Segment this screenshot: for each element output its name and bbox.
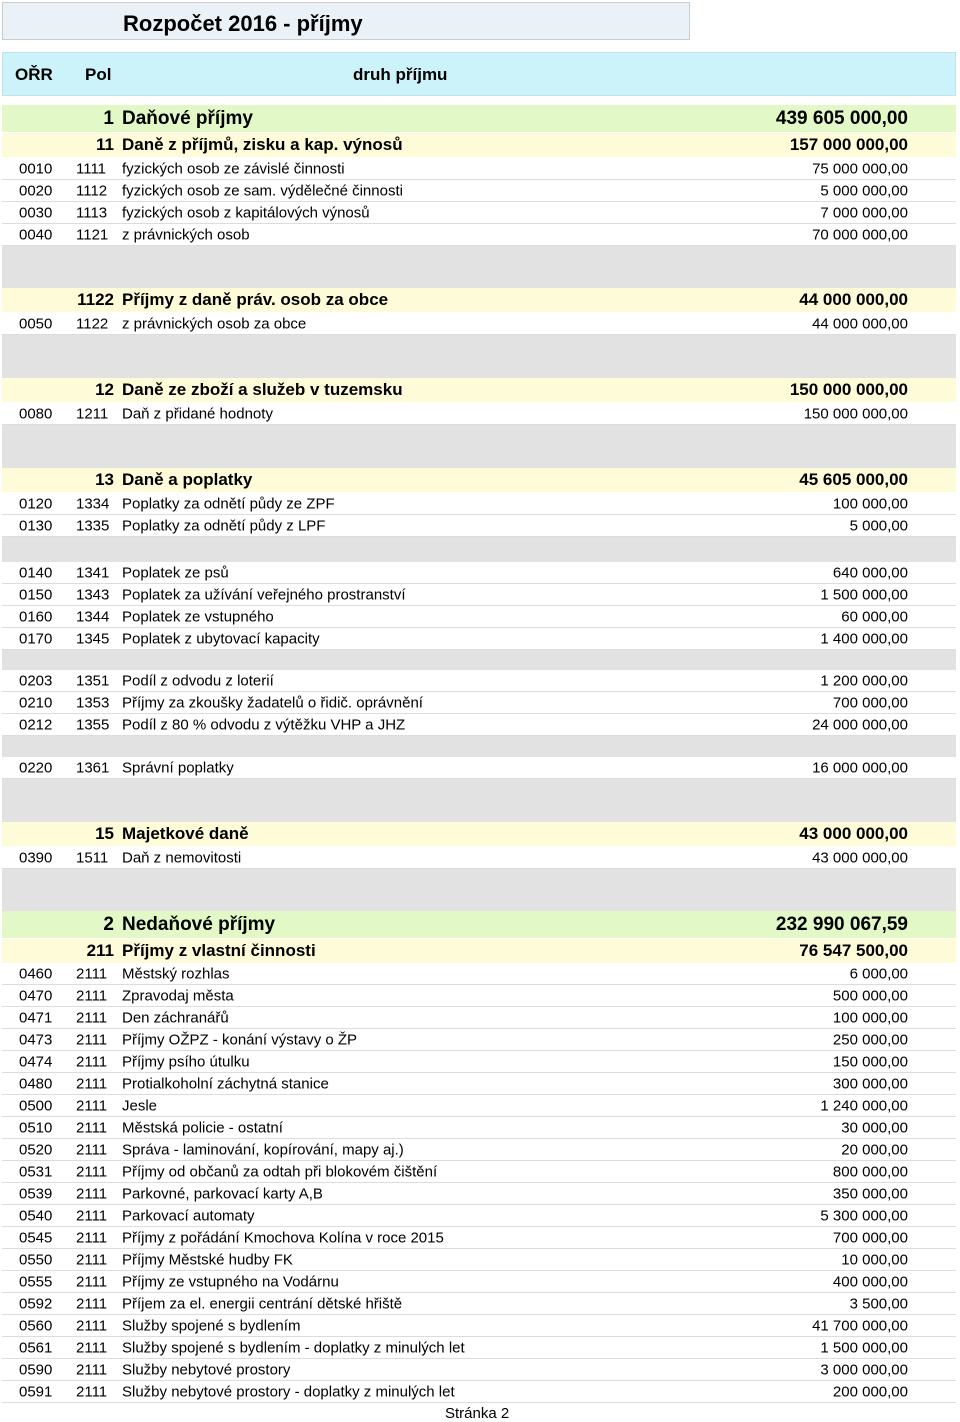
table-row	[2, 1051, 956, 1073]
amount-cell: 200 000,00	[832, 1383, 908, 1400]
pol-cell: 1351	[76, 672, 110, 689]
pol-cell: 2111	[76, 1229, 108, 1246]
amount-cell: 300 000,00	[832, 1075, 908, 1092]
name-cell: Příjmy OŽPZ - konání výstavy o ŽP	[122, 1031, 358, 1048]
name-cell: Parkovné, parkovací karty A,B	[122, 1185, 323, 1202]
amount-cell: 16 000 000,00	[812, 759, 908, 776]
pol-cell: 1112	[76, 182, 108, 199]
code-cell: 1122	[77, 290, 114, 309]
amount-cell: 24 000 000,00	[812, 716, 908, 733]
name-cell: Příjmy za zkoušky žadatelů o řidič. oprávnění	[122, 694, 423, 711]
name-cell: Příjmy z daně práv. osob za obce	[122, 290, 389, 309]
name-cell: fyzických osob ze sam. výdělečné činnosti	[122, 182, 403, 199]
name-cell: Příjmy ze vstupného na Vodárnu	[122, 1273, 339, 1290]
pol-cell: 2111	[76, 1119, 108, 1136]
pol-cell: 1111	[76, 160, 107, 177]
pol-cell: 1345	[76, 630, 110, 647]
orr-cell: 0020	[19, 182, 53, 199]
header-orr: OŘR	[15, 65, 53, 84]
name-cell: Daňové příjmy	[122, 107, 253, 129]
table-row	[2, 963, 956, 985]
name-cell: z právnických osob	[122, 226, 250, 243]
orr-cell: 0210	[19, 694, 53, 711]
orr-cell: 0474	[19, 1053, 53, 1070]
orr-cell: 0540	[19, 1207, 53, 1224]
orr-cell: 0560	[19, 1317, 53, 1334]
orr-cell: 0170	[19, 630, 53, 647]
orr-cell: 0473	[19, 1031, 53, 1048]
name-cell: z právnických osob za obce	[122, 315, 307, 332]
amount-cell: 44 000 000,00	[799, 290, 908, 309]
spacer-row	[2, 650, 956, 670]
amount-cell: 1 500 000,00	[820, 586, 908, 603]
amount-cell: 500 000,00	[832, 987, 908, 1004]
pol-cell: 2111	[76, 1339, 108, 1356]
spacer-row	[2, 425, 956, 468]
name-cell: Poplatek ze psů	[122, 564, 229, 581]
name-cell: Podíl z 80 % odvodu z výtěžku VHP a JHZ	[122, 716, 406, 733]
table-row	[2, 158, 956, 180]
amount-cell: 150 000 000,00	[789, 380, 908, 399]
name-cell: Městská policie - ostatní	[122, 1119, 283, 1136]
orr-cell: 0040	[19, 226, 53, 243]
amount-cell: 43 000 000,00	[812, 849, 908, 866]
table-row	[2, 1095, 956, 1117]
amount-cell: 700 000,00	[832, 1229, 908, 1246]
pol-cell: 2111	[76, 1383, 108, 1400]
amount-cell: 5 000,00	[849, 517, 908, 534]
name-cell: Podíl z odvodu z loterií	[122, 672, 274, 689]
orr-cell: 0471	[19, 1009, 53, 1026]
table-row	[2, 670, 956, 692]
orr-cell: 0545	[19, 1229, 53, 1246]
name-cell: Daně ze zboží a služeb v tuzemsku	[122, 380, 403, 399]
pol-cell: 1344	[76, 608, 110, 625]
name-cell: Poplatek ze vstupného	[122, 608, 274, 625]
name-cell: Příjmy z pořádání Kmochova Kolína v roce 2015	[122, 1229, 444, 1246]
amount-cell: 3 500,00	[849, 1295, 908, 1312]
orr-cell: 0050	[19, 315, 53, 332]
name-cell: Daň z přidané hodnoty	[122, 405, 273, 422]
orr-cell: 0510	[19, 1119, 53, 1136]
table-row	[2, 714, 956, 736]
pol-cell: 1341	[76, 564, 110, 581]
amount-cell: 44 000 000,00	[812, 315, 908, 332]
pol-cell: 1343	[76, 586, 110, 603]
pol-cell: 2111	[76, 987, 108, 1004]
table-row	[2, 224, 956, 246]
header-druh: druh příjmu	[353, 65, 448, 84]
name-cell: Městský rozhlas	[122, 965, 230, 982]
pol-cell: 1361	[76, 759, 110, 776]
orr-cell: 0160	[19, 608, 53, 625]
spacer-row	[2, 537, 956, 562]
spacer-row	[2, 736, 956, 757]
orr-cell: 0010	[19, 160, 53, 177]
subtotal-row	[2, 939, 956, 963]
table-row	[2, 985, 956, 1007]
header-pol: Pol	[85, 65, 112, 84]
orr-cell: 0539	[19, 1185, 53, 1202]
pol-cell: 1122	[76, 315, 109, 332]
category-row	[2, 911, 956, 938]
code-cell: 13	[95, 470, 114, 489]
table-row	[2, 1227, 956, 1249]
pol-cell: 1335	[76, 517, 110, 534]
code-cell: 1	[103, 107, 114, 129]
amount-cell: 1 500 000,00	[820, 1339, 908, 1356]
table-row	[2, 847, 956, 869]
pol-cell: 1121	[76, 226, 109, 243]
name-cell: Daň z nemovitosti	[122, 849, 242, 866]
amount-cell: 3 000 000,00	[820, 1361, 908, 1378]
name-cell: fyzických osob ze závislé činnosti	[122, 160, 345, 177]
pol-cell: 1211	[76, 405, 109, 422]
name-cell: Příjmy od občanů za odtah při blokovém čištění	[122, 1163, 438, 1180]
table-row	[2, 403, 956, 425]
orr-cell: 0480	[19, 1075, 53, 1092]
name-cell: Poplatek z ubytovací kapacity	[122, 630, 320, 647]
table-row	[2, 1205, 956, 1227]
pol-cell: 2111	[76, 1251, 108, 1268]
name-cell: Den záchranářů	[122, 1009, 229, 1026]
table-row	[2, 493, 956, 515]
orr-cell: 0030	[19, 204, 53, 221]
orr-cell: 0460	[19, 965, 53, 982]
table-row	[2, 562, 956, 584]
table-row	[2, 1293, 956, 1315]
amount-cell: 45 605 000,00	[799, 470, 908, 489]
pol-cell: 2111	[76, 1009, 108, 1026]
orr-cell: 0550	[19, 1251, 53, 1268]
orr-cell: 0590	[19, 1361, 53, 1378]
name-cell: fyzických osob z kapitálových výnosů	[122, 204, 370, 221]
table-row	[2, 1315, 956, 1337]
name-cell: Příjmy psího útulku	[122, 1053, 250, 1070]
pol-cell: 2111	[76, 1097, 108, 1114]
table-row	[2, 584, 956, 606]
name-cell: Daně z příjmů, zisku a kap. výnosů	[122, 135, 403, 154]
amount-cell: 1 200 000,00	[820, 672, 908, 689]
pol-cell: 2111	[76, 1361, 108, 1378]
name-cell: Správní poplatky	[122, 759, 234, 776]
orr-cell: 0555	[19, 1273, 53, 1290]
name-cell: Příjmy Městské hudby FK	[122, 1251, 293, 1268]
table-row	[2, 1007, 956, 1029]
table-row	[2, 1359, 956, 1381]
name-cell: Služby spojené s bydlením	[122, 1317, 301, 1334]
orr-cell: 0130	[19, 517, 53, 534]
orr-cell: 0150	[19, 586, 53, 603]
name-cell: Služby spojené s bydlením - doplatky z minulých let	[122, 1339, 465, 1356]
orr-cell: 0592	[19, 1295, 53, 1312]
spacer-row	[2, 869, 956, 911]
orr-cell: 0212	[19, 716, 53, 733]
pol-cell: 1355	[76, 716, 110, 733]
name-cell: Správa - laminování, kopírování, mapy aj.)	[122, 1141, 404, 1158]
orr-cell: 0500	[19, 1097, 53, 1114]
table-row	[2, 1271, 956, 1293]
name-cell: Majetkové daně	[122, 824, 249, 843]
category-row	[2, 105, 956, 132]
pol-cell: 2111	[76, 965, 108, 982]
name-cell: Parkovací automaty	[122, 1207, 255, 1224]
pol-cell: 2111	[76, 1295, 108, 1312]
subtotal-row	[2, 822, 956, 846]
table-row	[2, 1073, 956, 1095]
amount-cell: 76 547 500,00	[799, 941, 908, 960]
orr-cell: 0140	[19, 564, 53, 581]
amount-cell: 1 240 000,00	[820, 1097, 908, 1114]
amount-cell: 20 000,00	[841, 1141, 908, 1158]
name-cell: Příjmy z vlastní činnosti	[122, 941, 316, 960]
table-row	[2, 1161, 956, 1183]
orr-cell: 0220	[19, 759, 53, 776]
orr-cell: 0080	[19, 405, 53, 422]
amount-cell: 100 000,00	[832, 495, 908, 512]
amount-cell: 70 000 000,00	[812, 226, 908, 243]
amount-cell: 232 990 067,59	[775, 913, 908, 935]
amount-cell: 43 000 000,00	[799, 824, 908, 843]
table-row	[2, 1183, 956, 1205]
name-cell: Poplatky za odnětí půdy ze ZPF	[122, 495, 335, 512]
name-cell: Poplatky za odnětí půdy z LPF	[122, 517, 326, 534]
table-row	[2, 1139, 956, 1161]
table-row	[2, 1381, 956, 1403]
table-row	[2, 313, 956, 335]
amount-cell: 75 000 000,00	[812, 160, 908, 177]
amount-cell: 5 300 000,00	[820, 1207, 908, 1224]
spacer-row	[2, 779, 956, 822]
table-row	[2, 1337, 956, 1359]
amount-cell: 1 400 000,00	[820, 630, 908, 647]
pol-cell: 2111	[76, 1163, 108, 1180]
pol-cell: 1113	[76, 204, 108, 221]
name-cell: Daně a poplatky	[122, 470, 253, 489]
orr-cell: 0561	[19, 1339, 53, 1356]
pol-cell: 2111	[76, 1273, 108, 1290]
amount-cell: 800 000,00	[832, 1163, 908, 1180]
table-row	[2, 692, 956, 714]
name-cell: Jesle	[122, 1097, 158, 1114]
amount-cell: 400 000,00	[832, 1273, 908, 1290]
pol-cell: 1334	[76, 495, 110, 512]
amount-cell: 100 000,00	[832, 1009, 908, 1026]
amount-cell: 10 000,00	[841, 1251, 908, 1268]
pol-cell: 2111	[76, 1053, 108, 1070]
amount-cell: 350 000,00	[832, 1185, 908, 1202]
amount-cell: 6 000,00	[849, 965, 908, 982]
pol-cell: 2111	[76, 1207, 108, 1224]
amount-cell: 250 000,00	[832, 1031, 908, 1048]
name-cell: Protialkoholní záchytná stanice	[122, 1075, 329, 1092]
pol-cell: 1511	[76, 849, 109, 866]
amount-cell: 150 000,00	[832, 1053, 908, 1070]
orr-cell: 0520	[19, 1141, 53, 1158]
name-cell: Nedaňové příjmy	[122, 913, 276, 935]
table-row	[2, 1117, 956, 1139]
code-cell: 11	[96, 135, 114, 154]
name-cell: Zpravodaj města	[122, 987, 234, 1004]
amount-cell: 439 605 000,00	[775, 107, 908, 129]
amount-cell: 700 000,00	[832, 694, 908, 711]
table-row	[2, 1029, 956, 1051]
orr-cell: 0470	[19, 987, 53, 1004]
code-cell: 15	[95, 824, 114, 843]
subtotal-row	[2, 468, 956, 492]
amount-cell: 640 000,00	[832, 564, 908, 581]
subtotal-row	[2, 378, 956, 402]
amount-cell: 60 000,00	[841, 608, 908, 625]
amount-cell: 41 700 000,00	[812, 1317, 908, 1334]
code-cell: 211	[86, 941, 114, 960]
name-cell: Poplatek za užívání veřejného prostranství	[122, 586, 406, 603]
subtotal-row	[2, 288, 956, 312]
orr-cell: 0120	[19, 495, 53, 512]
pol-cell: 2111	[76, 1185, 108, 1202]
table-row	[2, 628, 956, 650]
subtotal-row	[2, 133, 956, 157]
amount-cell: 30 000,00	[841, 1119, 908, 1136]
table-row	[2, 202, 956, 224]
orr-cell: 0203	[19, 672, 53, 689]
table-row	[2, 606, 956, 628]
code-cell: 12	[95, 380, 114, 399]
pol-cell: 1353	[76, 694, 110, 711]
code-cell: 2	[103, 913, 114, 935]
spacer-row	[2, 335, 956, 380]
table-row	[2, 180, 956, 202]
pol-cell: 2111	[76, 1031, 108, 1048]
page-title: Rozpočet 2016 - příjmy	[123, 11, 363, 36]
orr-cell: 0531	[19, 1163, 53, 1180]
table-row	[2, 1249, 956, 1271]
amount-cell: 150 000 000,00	[803, 405, 908, 422]
name-cell: Služby nebytové prostory - doplatky z minulých let	[122, 1383, 455, 1400]
table-row	[2, 515, 956, 537]
orr-cell: 0591	[19, 1383, 53, 1400]
name-cell: Služby nebytové prostory	[122, 1361, 291, 1378]
pol-cell: 2111	[76, 1075, 108, 1092]
amount-cell: 5 000 000,00	[820, 182, 908, 199]
pol-cell: 2111	[76, 1317, 108, 1334]
amount-cell: 7 000 000,00	[820, 204, 908, 221]
name-cell: Příjem za el. energii centrání dětské hřiště	[122, 1295, 403, 1312]
amount-cell: 157 000 000,00	[789, 135, 908, 154]
spacer-row	[2, 246, 956, 288]
table-row	[2, 757, 956, 779]
orr-cell: 0390	[19, 849, 53, 866]
pol-cell: 2111	[76, 1141, 108, 1158]
page-footer: Stránka 2	[445, 1405, 510, 1422]
